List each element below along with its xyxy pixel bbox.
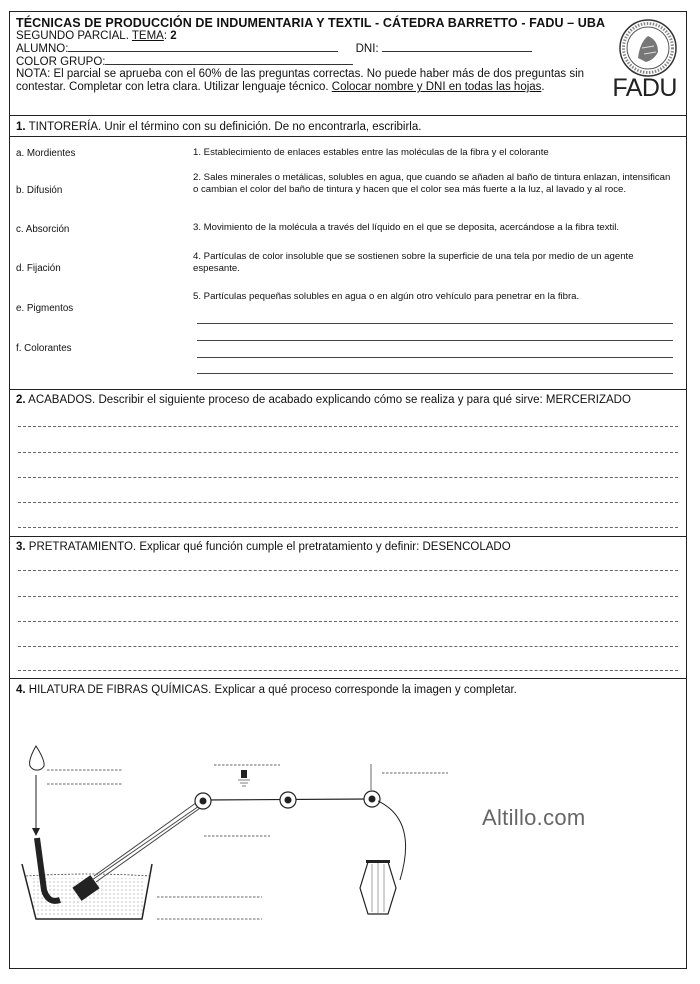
q4-number: 4.: [16, 684, 26, 696]
alumno-label: ALUMNO:: [16, 43, 69, 55]
definition-1: 1. Establecimiento de enlaces estables entre las moléculas de la fibra y el colorante: [193, 147, 549, 158]
definition-5: 5. Partículas pequeñas solubles en agua o en algún otro vehículo para penetrar en la fibra.: [193, 291, 580, 302]
nota-end: .: [541, 81, 545, 93]
q4-text: HILATURA DE FIBRAS QUÍMICAS. Explicar a qué proceso corresponde la imagen y completar.: [25, 684, 517, 696]
subtitle-text: SEGUNDO PARCIAL.: [16, 30, 132, 42]
q1-number: 1.: [16, 121, 26, 133]
droplet-icon: [30, 746, 44, 836]
dni-label: DNI:: [355, 43, 379, 55]
nota-underlined: Colocar nombre y DNI en todas las hojas: [331, 81, 542, 93]
roller-icon: [364, 791, 380, 807]
nota-body: NOTA: El parcial se aprueba con el 60% de las preguntas correctas. No puede haber más de dos preguntas sin contestar. Completar con letra clara. Utilizar lenguaje técnico.: [16, 68, 585, 93]
q3-number: 3.: [16, 541, 26, 553]
q2-text: ACABADOS. Describir el siguiente proceso de acabado explicando cómo se realiza y para qué sirve: MERCERIZADO: [25, 394, 631, 406]
sprayer-icon: [238, 770, 250, 786]
bobbin-icon: [360, 860, 396, 914]
definition-3: 3. Movimiento de la molécula a través del líquido en el que se deposita, acercándose a la fibra textil.: [193, 222, 620, 233]
roller-icon: [280, 792, 296, 808]
tema-value: 2: [170, 30, 177, 42]
term-c: c. Absorción: [16, 224, 70, 235]
term-b: b. Difusión: [16, 185, 63, 196]
definition-4: 4. Partículas de color insoluble que se sostienen sobre la superficie de una tela por medio de un agente espesante.: [193, 251, 634, 274]
q1-text: TINTORERÍA. Unir el término con su definición. De no encontrarla, escribirla.: [25, 121, 422, 133]
roller-icon: [195, 793, 211, 809]
definition-2: 2. Sales minerales o metálicas, solubles en agua, que cuando se añaden al baño de tintura enlazan, intensifican o cambian el color del baño de tintura y hacen que el color sea más fuerte a la luz, al lavado y al roce.: [193, 172, 671, 195]
q2-number: 2.: [16, 394, 26, 406]
term-e: e. Pigmentos: [16, 303, 74, 314]
watermark: Altillo.com: [482, 805, 586, 830]
q3-text: PRETRATAMIENTO. Explicar qué función cumple el pretratamiento y definir: DESENCOLADO: [25, 541, 511, 553]
grupo-label: COLOR GRUPO:: [16, 56, 106, 68]
fadu-logo: FADU: [612, 74, 677, 102]
exam-subtitle: SEGUNDO PARCIAL. TEMA: 2: [16, 30, 177, 42]
term-d: d. Fijación: [16, 263, 61, 274]
tema-label: TEMA: [131, 30, 164, 42]
term-f: f. Colorantes: [16, 343, 72, 354]
exam-title: TÉCNICAS DE PRODUCCIÓN DE INDUMENTARIA Y TEXTIL - CÁTEDRA BARRETTO - FADU – UBA: [16, 16, 606, 30]
term-a: a. Mordientes: [16, 148, 76, 159]
